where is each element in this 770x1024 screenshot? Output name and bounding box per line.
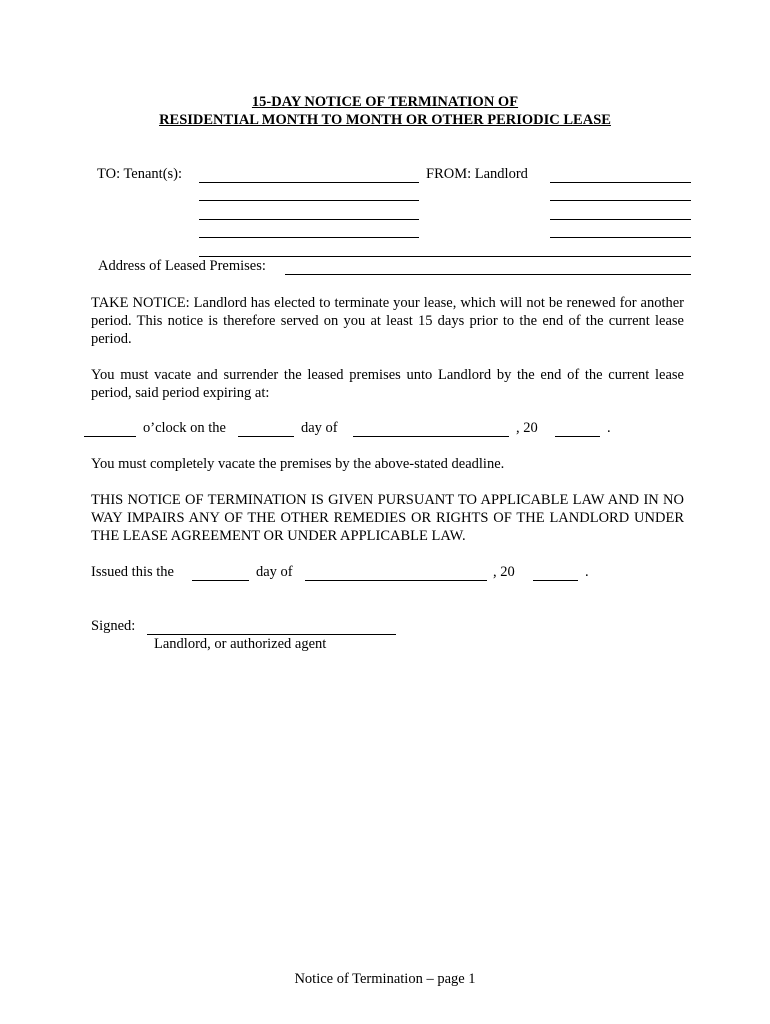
issued-this-the-text: Issued this the <box>91 564 174 580</box>
issued-month-line[interactable] <box>305 580 487 581</box>
issued-day-line[interactable] <box>192 580 249 581</box>
address-line[interactable] <box>285 274 691 275</box>
signed-label: Signed: <box>91 618 136 634</box>
tenant-line-1[interactable] <box>199 182 419 183</box>
landlord-line-3[interactable] <box>550 219 691 220</box>
tenant-line-2[interactable] <box>199 200 419 201</box>
pursuant-paragraph: THIS NOTICE OF TERMINATION IS GIVEN PURSUANT TO APPLICABLE LAW AND IN NO WAY IMPAIRS ANY OF THE OTHER REMEDIES OR RIGHTS OF THE LANDLORD UNDER THE LEASE AGREEMENT OR UNDER APPLICABLE LAW. <box>91 492 684 544</box>
document-title-line-2: RESIDENTIAL MONTH TO MONTH OR OTHER PERIODIC LEASE <box>159 112 611 128</box>
deadline-month-line[interactable] <box>353 436 509 437</box>
issued-year-line[interactable] <box>533 580 578 581</box>
from-landlord-label: FROM: Landlord <box>426 166 528 182</box>
take-notice-paragraph: TAKE NOTICE: Landlord has elected to terminate your lease, which will not be renewed for another period. This notice is therefore served on you at least 15 days prior to the end of the current lease period. <box>91 295 684 347</box>
landlord-line-1[interactable] <box>550 182 691 183</box>
issued-period: . <box>585 564 589 580</box>
tenant-line-3[interactable] <box>199 219 419 220</box>
issued-year-prefix: , 20 <box>493 564 515 580</box>
landlord-line-4[interactable] <box>550 237 691 238</box>
party-extra-line[interactable] <box>199 256 691 257</box>
landlord-line-2[interactable] <box>550 200 691 201</box>
signature-caption: Landlord, or authorized agent <box>154 636 327 652</box>
deadline-period: . <box>607 420 611 436</box>
deadline-day-line[interactable] <box>238 436 294 437</box>
signature-line[interactable] <box>147 634 396 635</box>
to-tenants-label: TO: Tenant(s): <box>97 166 183 182</box>
hour-line[interactable] <box>84 436 136 437</box>
document-title-line-1: 15-DAY NOTICE OF TERMINATION OF <box>251 94 519 110</box>
deadline-year-line[interactable] <box>555 436 600 437</box>
address-label: Address of Leased Premises: <box>98 258 266 274</box>
deadline-year-prefix: , 20 <box>516 420 538 436</box>
deadline-day-of-text: day of <box>301 420 338 436</box>
completely-vacate-text: You must completely vacate the premises by the above-stated deadline. <box>91 456 505 472</box>
vacate-paragraph: You must vacate and surrender the leased premises unto Landlord by the end of the current lease period, said period expiring at: <box>91 367 684 401</box>
oclock-text: o’clock on the <box>143 420 226 436</box>
issued-day-of-text: day of <box>256 564 293 580</box>
page-footer: Notice of Termination – page 1 <box>294 971 476 987</box>
tenant-line-4[interactable] <box>199 237 419 238</box>
